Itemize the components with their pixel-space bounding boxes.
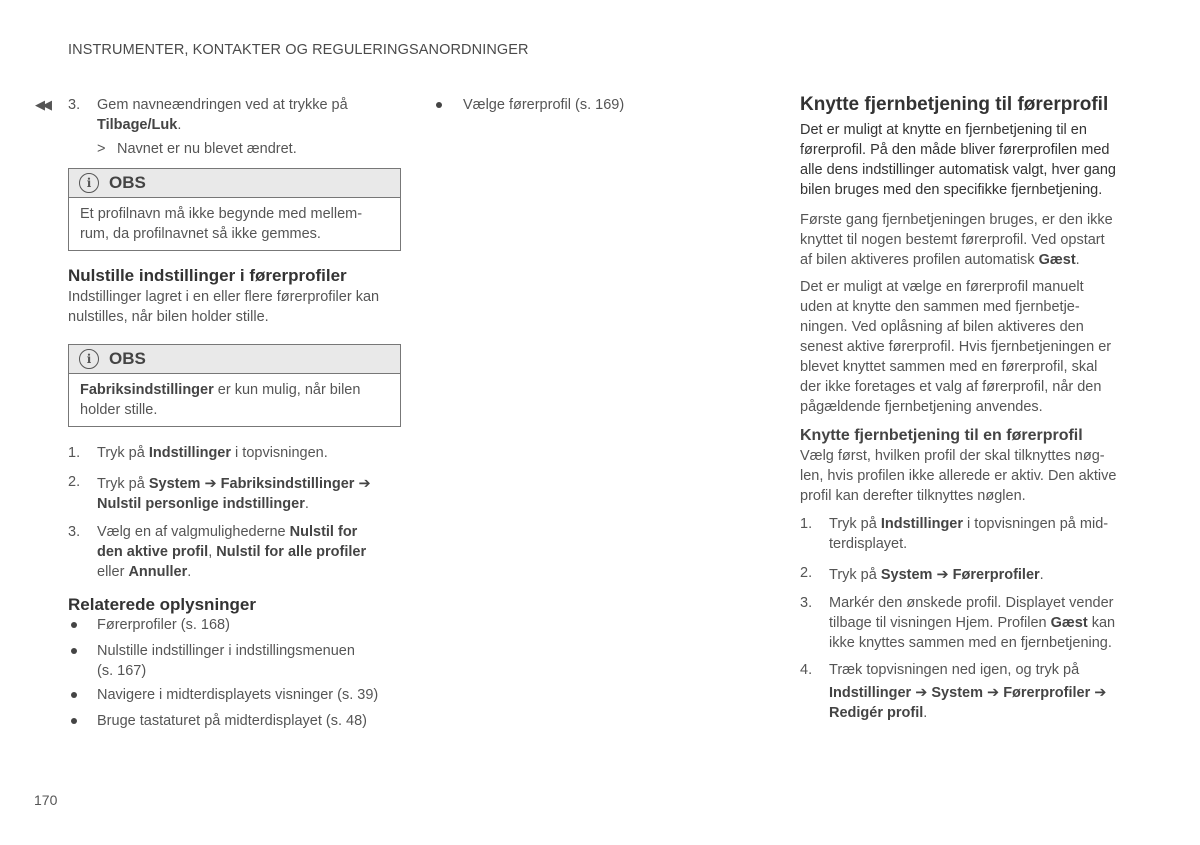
bullet-icon xyxy=(436,102,442,108)
section-heading: Relaterede oplysninger xyxy=(68,595,257,614)
right-arrow-icon: ➔ xyxy=(915,685,928,701)
subsection-heading: Knytte fjernbetjening til en førerprofil xyxy=(800,427,1083,444)
intro-paragraph: Det er muligt at knytte en fjernbetjening til en førerprofil. På den måde bliver førerprofilen med alle dens indstillinger automatisk valgt, hver gang bilen bruges med den specifikke fjernbetjening. xyxy=(800,122,1116,198)
related-link[interactable]: Nulstille indstillinger i indstillingsmenuen (s. 167) xyxy=(97,643,355,679)
related-link[interactable]: Vælge førerprofil (s. 169) xyxy=(463,97,625,113)
right-arrow-icon: ➔ xyxy=(936,567,949,583)
step-text: Markér den ønskede profil. Displayet vender tilbage til visningen Hjem. Profilen Gæst kan ikke knyttes sammen med en fjernbetjening. xyxy=(829,595,1116,651)
right-arrow-icon: ➔ xyxy=(987,685,1000,701)
double-left-arrow-icon: ◀◀ xyxy=(35,97,49,112)
step-text: Tryk på Indstillinger i topvisningen. xyxy=(97,445,328,461)
obs-note-box xyxy=(68,168,401,251)
obs-title: OBS xyxy=(109,349,146,368)
step-text: Træk topvisningen ned igen, og tryk på Indstillinger ➔ System ➔ Førerprofiler ➔ Redigér profil. xyxy=(829,662,1107,721)
step-number: 1. xyxy=(68,445,81,461)
paragraph: Det er muligt at vælge en førerprofil manuelt uden at knytte den sammen med fjernbetje- ningen. Ved oplåsning af bilen aktiveres den senest aktive førerprofil. Hvis fjernbetjeningen er blevet knyttet sammen med en førerprofil, skal der ikke foretages et valg af førerprofil, når den pågældende fjernbetjening anvendes. xyxy=(800,279,1112,415)
info-icon: i xyxy=(79,349,99,369)
related-link[interactable]: Førerprofiler (s. 168) xyxy=(97,617,230,633)
section-heading: Nulstille indstillinger i førerprofiler xyxy=(68,266,347,285)
step-text: Tryk på Indstillinger i topvisningen på mid- terdisplayet. xyxy=(829,516,1109,552)
paragraph: Første gang fjernbetjeningen bruges, er den ikke knyttet til nogen bestemt førerprofil. Ved opstart af bilen aktiveres profilen automatisk Gæst. xyxy=(800,212,1113,268)
right-arrow-icon: ➔ xyxy=(1094,685,1107,701)
step-number: 1. xyxy=(800,516,813,532)
result-marker: > xyxy=(97,141,106,157)
bullet-icon xyxy=(71,648,77,654)
section-heading: Knytte fjernbetjening til førerprofil xyxy=(800,94,1109,115)
right-arrow-icon: ➔ xyxy=(358,476,371,492)
related-link[interactable]: Bruge tastaturet på midterdisplayet (s. 48) xyxy=(97,713,367,729)
step-number: 2. xyxy=(68,474,81,490)
step-number: 4. xyxy=(800,662,813,678)
info-icon: i xyxy=(79,173,99,193)
step-number: 2. xyxy=(800,565,813,581)
right-arrow-icon: ➔ xyxy=(204,476,217,492)
section-paragraph: Indstillinger lagret i en eller flere førerprofiler kan nulstilles, når bilen holder stille. xyxy=(68,289,380,325)
step-text: Tryk på System ➔ Førerprofiler. xyxy=(829,567,1044,583)
step-text: Gem navneændringen ved at trykke på Tilbage/Luk. xyxy=(97,97,348,133)
result-text: Navnet er nu blevet ændret. xyxy=(117,141,297,157)
running-header: INSTRUMENTER, KONTAKTER OG REGULERINGSANORDNINGER xyxy=(68,42,529,58)
bullet-icon xyxy=(71,622,77,628)
paragraph: Vælg først, hvilken profil der skal tilknyttes nøg- len, hvis profilen ikke allerede er aktiv. Den aktive profil kan derefter tilknyttes nøglen. xyxy=(800,448,1117,504)
step-text: Vælg en af valgmulighederne Nulstil for den aktive profil, Nulstil for alle profiler eller Annuller. xyxy=(97,524,367,580)
page-number: 170 xyxy=(34,792,58,808)
step-text: Tryk på System ➔ Fabriksindstillinger ➔ Nulstil personlige indstillinger. xyxy=(97,476,371,512)
obs-body: Et profilnavn må ikke begynde med mellem- rum, da profilnavnet så ikke gemmes. xyxy=(80,206,363,242)
obs-note-box xyxy=(68,344,401,427)
bullet-icon xyxy=(71,718,77,724)
obs-body: Fabriksindstillinger er kun mulig, når bilen holder stille. xyxy=(80,382,361,418)
related-link[interactable]: Navigere i midterdisplayets visninger (s. 39) xyxy=(97,687,379,703)
bullet-icon xyxy=(71,692,77,698)
step-number: 3. xyxy=(800,595,813,611)
step-number: 3. xyxy=(68,97,81,113)
obs-title: OBS xyxy=(109,173,146,192)
step-number: 3. xyxy=(68,524,81,540)
